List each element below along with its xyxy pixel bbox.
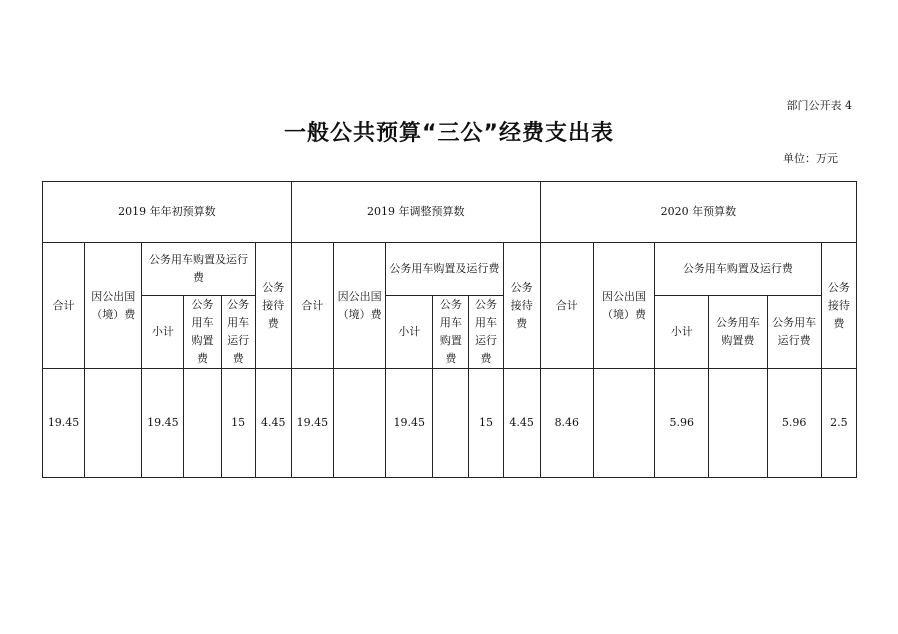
cell-2019-adjusted-reception: 4.45	[503, 369, 540, 478]
col-vehicle: 公务用车购置及运行费	[142, 243, 255, 296]
page-title: 一般公共预算“三公”经费支出表	[284, 121, 614, 146]
cell-2019-adjusted-total: 19.45	[291, 369, 333, 478]
col-total: 合计	[291, 243, 333, 369]
cell-2019-adjusted-operation: 15	[469, 369, 503, 478]
cell-2020-subtotal: 5.96	[655, 369, 709, 478]
col-reception: 公务接待费	[503, 243, 540, 369]
cell-2020-operation: 5.96	[767, 369, 821, 478]
cell-2019-adjusted-purchase	[433, 369, 469, 478]
cell-2019-initial-operation: 15	[221, 369, 255, 478]
col-abroad: 因公出国（境）费	[334, 243, 386, 369]
cell-2019-initial-purchase	[184, 369, 221, 478]
group-header-2019-adjusted: 2019 年调整预算数	[291, 182, 540, 243]
col-purchase: 公务用车购置费	[184, 296, 221, 369]
cell-2020-total: 8.46	[540, 369, 593, 478]
col-subtotal: 小计	[142, 296, 184, 369]
cell-2019-adjusted-abroad	[334, 369, 386, 478]
expense-table	[42, 181, 857, 478]
cell-2019-adjusted-subtotal: 19.45	[386, 369, 433, 478]
col-operation: 公务用车运行费	[469, 296, 503, 369]
col-operation: 公务用车运行费	[767, 296, 821, 369]
col-abroad: 因公出国（境）费	[85, 243, 142, 369]
group-header-2019-initial: 2019 年年初预算数	[43, 182, 292, 243]
cell-2019-initial-reception: 4.45	[255, 369, 291, 478]
col-subtotal: 小计	[655, 296, 709, 369]
col-subtotal: 小计	[386, 296, 433, 369]
col-total: 合计	[43, 243, 85, 369]
unit-label: 单位：万元	[783, 152, 838, 165]
col-vehicle: 公务用车购置及运行费	[655, 243, 822, 296]
col-reception: 公务接待费	[821, 243, 856, 369]
group-header-2020: 2020 年预算数	[540, 182, 856, 243]
col-purchase: 公务用车购置费	[433, 296, 469, 369]
cell-2020-purchase	[709, 369, 767, 478]
cell-2019-initial-total: 19.45	[43, 369, 85, 478]
col-vehicle: 公务用车购置及运行费	[386, 243, 503, 296]
form-number: 部门公开表 4	[786, 99, 852, 112]
col-purchase: 公务用车购置费	[709, 296, 767, 369]
col-total: 合计	[540, 243, 593, 369]
col-abroad: 因公出国（境）费	[593, 243, 654, 369]
cell-2019-initial-subtotal: 19.45	[142, 369, 184, 478]
cell-2020-abroad	[593, 369, 654, 478]
cell-2020-reception: 2.5	[821, 369, 856, 478]
col-reception: 公务接待费	[255, 243, 291, 369]
cell-2019-initial-abroad	[85, 369, 142, 478]
col-operation: 公务用车运行费	[221, 296, 255, 369]
table-row	[43, 369, 857, 478]
